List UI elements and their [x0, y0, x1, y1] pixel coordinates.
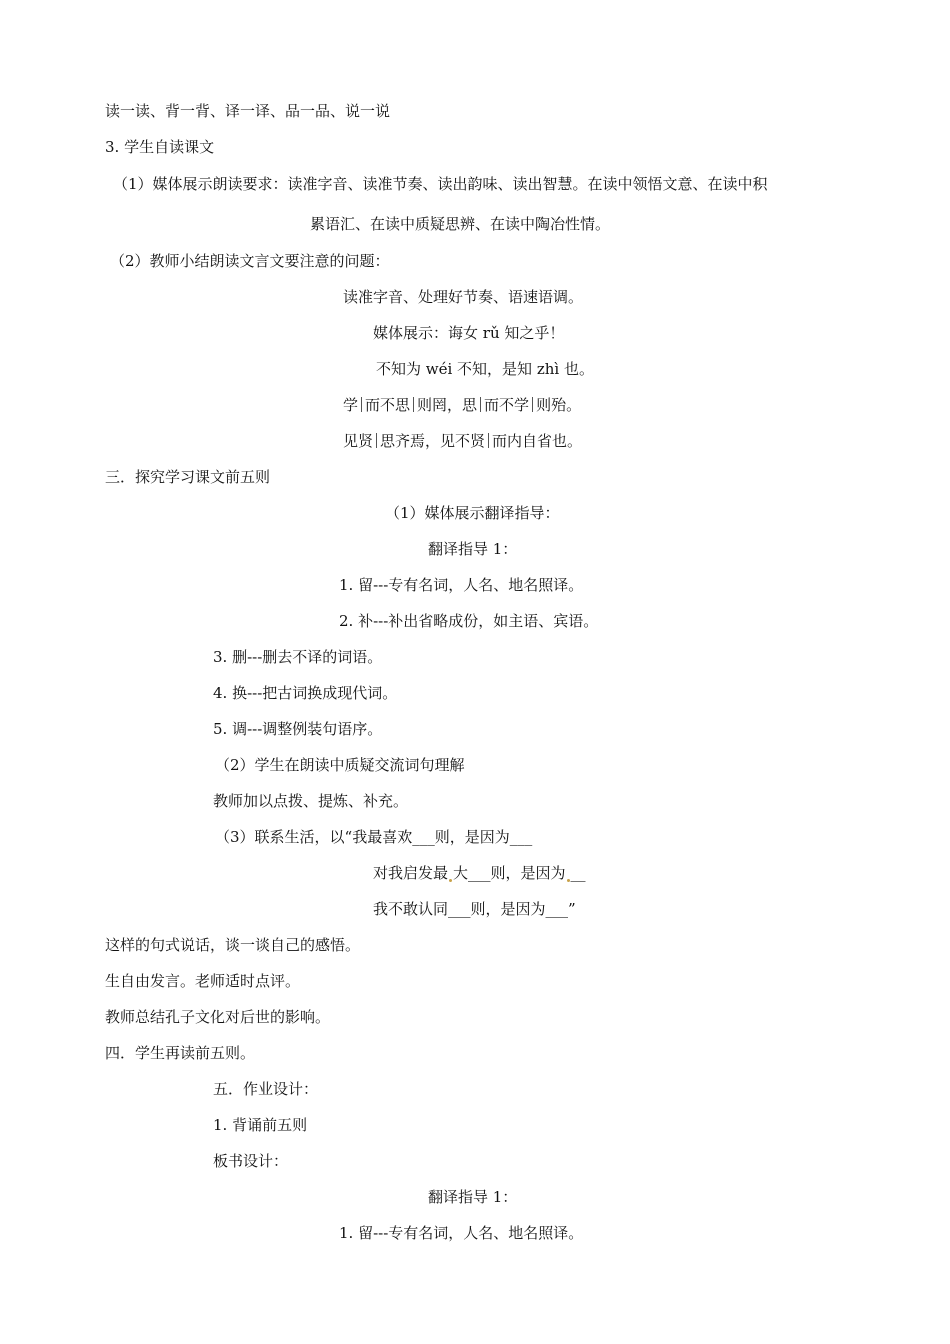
- text-line: 1. 留---专有名词，人名、地名照译。: [339, 1224, 584, 1242]
- text-line: （2）学生在朗读中质疑交流词句理解: [215, 756, 465, 774]
- pause-mark: [361, 397, 362, 412]
- rhythm-line: [343, 395, 581, 415]
- pause-mark: [532, 397, 533, 412]
- text-segment: 而内自省也。: [492, 432, 583, 450]
- pause-mark: [413, 397, 414, 412]
- pause-mark: [376, 433, 377, 448]
- text-segment: __: [570, 864, 586, 882]
- text-segment: 对我启发最: [373, 864, 449, 882]
- text-segment: 学: [343, 396, 359, 414]
- text-line: 媒体展示：诲女 rǔ 知之乎！: [373, 324, 565, 342]
- rhythm-line: [343, 431, 582, 451]
- text-line: （3）联系生活，以“我最喜欢___则，是因为___: [215, 828, 533, 846]
- text-line: 教师总结孔子文化对后世的影响。: [105, 1008, 331, 1026]
- pause-mark: [488, 433, 489, 448]
- section-heading: 3. 学生自读课文: [105, 138, 215, 156]
- editor-mark: [567, 879, 570, 882]
- text-line: 1. 背诵前五则: [213, 1116, 308, 1134]
- editor-mark: [449, 879, 452, 882]
- text-line: [373, 863, 586, 883]
- text-line: （1）媒体展示朗读要求：读准字音、读准节奏、读出韵味、读出智慧。在读中领悟文意、在读中积: [113, 175, 768, 193]
- text-segment: 则殆。: [536, 396, 582, 414]
- pause-mark: [480, 397, 481, 412]
- text-line: 教师加以点拨、提炼、补充。: [213, 792, 409, 810]
- section-heading: 四．学生再读前五则。: [105, 1044, 256, 1062]
- text-segment: 见贤: [343, 432, 374, 450]
- text-line: 不知为 wéi 不知，是知 zhì 也。: [376, 360, 594, 378]
- text-line: 1. 留---专有名词，人名、地名照译。: [339, 576, 584, 594]
- text-segment: 而不学: [484, 396, 530, 414]
- text-line: 我不敢认同___则，是因为___”: [373, 900, 576, 918]
- text-segment: 思齐焉，见不贤: [380, 432, 486, 450]
- text-line: 读准字音、处理好节奏、语速语调。: [343, 288, 584, 306]
- text-line: 翻译指导 1：: [428, 540, 518, 558]
- text-line: 2. 补---补出省略成份，如主语、宾语。: [339, 612, 599, 630]
- text-line: 5. 调---调整例装句语序。: [213, 720, 383, 738]
- section-heading: 五．作业设计：: [213, 1080, 319, 1098]
- text-line: 这样的句式说话，谈一谈自己的感悟。: [105, 936, 361, 954]
- text-line: 板书设计：: [213, 1152, 289, 1170]
- text-segment: 则罔，思: [417, 396, 478, 414]
- text-line: 4. 换---把古词换成现代词。: [213, 684, 398, 702]
- text-line: 翻译指导 1：: [428, 1188, 518, 1206]
- text-line: 3. 删---删去不译的词语。: [213, 648, 383, 666]
- text-line: 累语汇、在读中质疑思辨、在读中陶冶性情。: [310, 215, 611, 233]
- text-segment: 而不思: [365, 396, 411, 414]
- text-line: （1）媒体展示翻译指导：: [385, 504, 560, 522]
- text-line: 读一读、背一背、译一译、品一品、说一说: [105, 102, 391, 120]
- text-line: （2）教师小结朗读文言文要注意的问题：: [110, 252, 390, 270]
- text-line: 生自由发言。老师适时点评。: [105, 972, 301, 990]
- section-heading: 三．探究学习课文前五则: [105, 468, 271, 486]
- text-segment: 大___则，是因为: [453, 864, 566, 882]
